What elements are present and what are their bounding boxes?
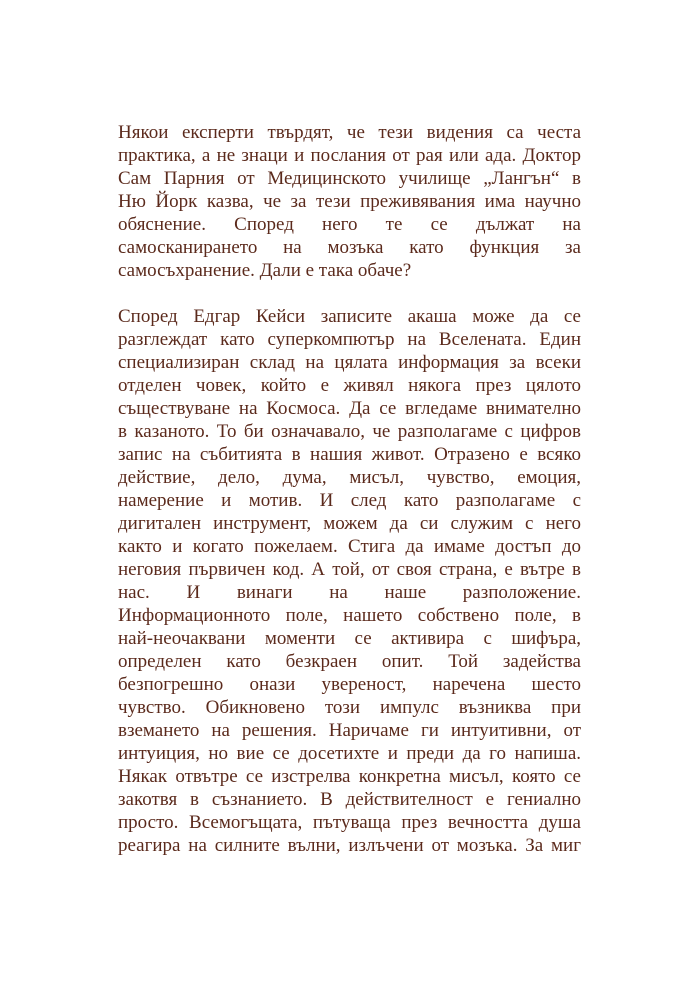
- paragraph-line: безпогрешно онази увереност, наречена шесто: [118, 674, 581, 695]
- paragraph-line: обяснение. Според него те се дължат на: [118, 214, 581, 235]
- paragraph-line: Някак отвътре се изстрелва конкретна мисъл, която се: [118, 766, 581, 787]
- paragraph-line: интуиция, но вие се досетихте и преди да го напиша.: [118, 743, 581, 764]
- paragraph-line: неговия първичен код. А той, от своя страна, е вътре в: [118, 559, 581, 580]
- paragraph-line: Сам Парния от Медицинското училище „Лангън“ в: [118, 168, 581, 189]
- paragraph-line: реагира на силните вълни, излъчени от мозъка. За миг: [118, 835, 581, 856]
- paragraph-line: съществуване на Космоса. Да се вгледаме внимателно: [118, 398, 581, 419]
- paragraph-line: нас. И винаги на наше разположение.: [118, 582, 581, 603]
- paragraph-line: както и когато пожелаем. Стига да имаме достъп до: [118, 536, 581, 557]
- paragraph-line: специализиран склад на цялата информация за всеки: [118, 352, 581, 373]
- paragraph-line: Ню Йорк казва, че за тези преживявания има научно: [118, 191, 581, 212]
- paragraph-line: чувство. Обикновено този импулс възниква при: [118, 697, 581, 718]
- paragraph-line: разглеждат като суперкомпютър на Вселената. Един: [118, 329, 581, 350]
- paragraph-line: отделен човек, който е живял някога през цялото: [118, 375, 581, 396]
- paragraph-line: дигитален инструмент, можем да си служим с него: [118, 513, 581, 534]
- paragraph-line: в казаното. То би означавало, че разполагаме с цифров: [118, 421, 581, 442]
- paragraph-line: запис на събитията в нашия живот. Отразено е всяко: [118, 444, 581, 465]
- paragraph-line: намерение и мотив. И след като разполагаме с: [118, 490, 581, 511]
- paragraph-line: Някои експерти твърдят, че тези видения са честа: [118, 122, 581, 143]
- paragraph-line: закотвя в съзнанието. В действителност е гениално: [118, 789, 581, 810]
- paragraph-line: самосканирането на мозъка като функция за: [118, 237, 581, 258]
- paragraph-line: самосъхранение. Дали е така обаче?: [118, 260, 412, 281]
- paragraph-1: [118, 121, 581, 282]
- paragraph-line: определен като безкраен опит. Той задейства: [118, 651, 581, 672]
- paragraph-2: [118, 305, 581, 857]
- paragraph-line: практика, а не знаци и послания от рая или ада. Доктор: [118, 145, 581, 166]
- paragraph-line: действие, дело, дума, мисъл, чувство, емоция,: [118, 467, 581, 488]
- paragraph-line: Информационното поле, нашето собствено поле, в: [118, 605, 581, 626]
- paragraph-line: най-неочаквани моменти се активира с шифъра,: [118, 628, 581, 649]
- paragraph-line: Според Едгар Кейси записите акаша може да се: [118, 306, 581, 327]
- paragraph-line: вземането на решения. Наричаме ги интуитивни, от: [118, 720, 581, 741]
- paragraph-line: просто. Всемогъщата, пътуваща през вечността душа: [118, 812, 581, 833]
